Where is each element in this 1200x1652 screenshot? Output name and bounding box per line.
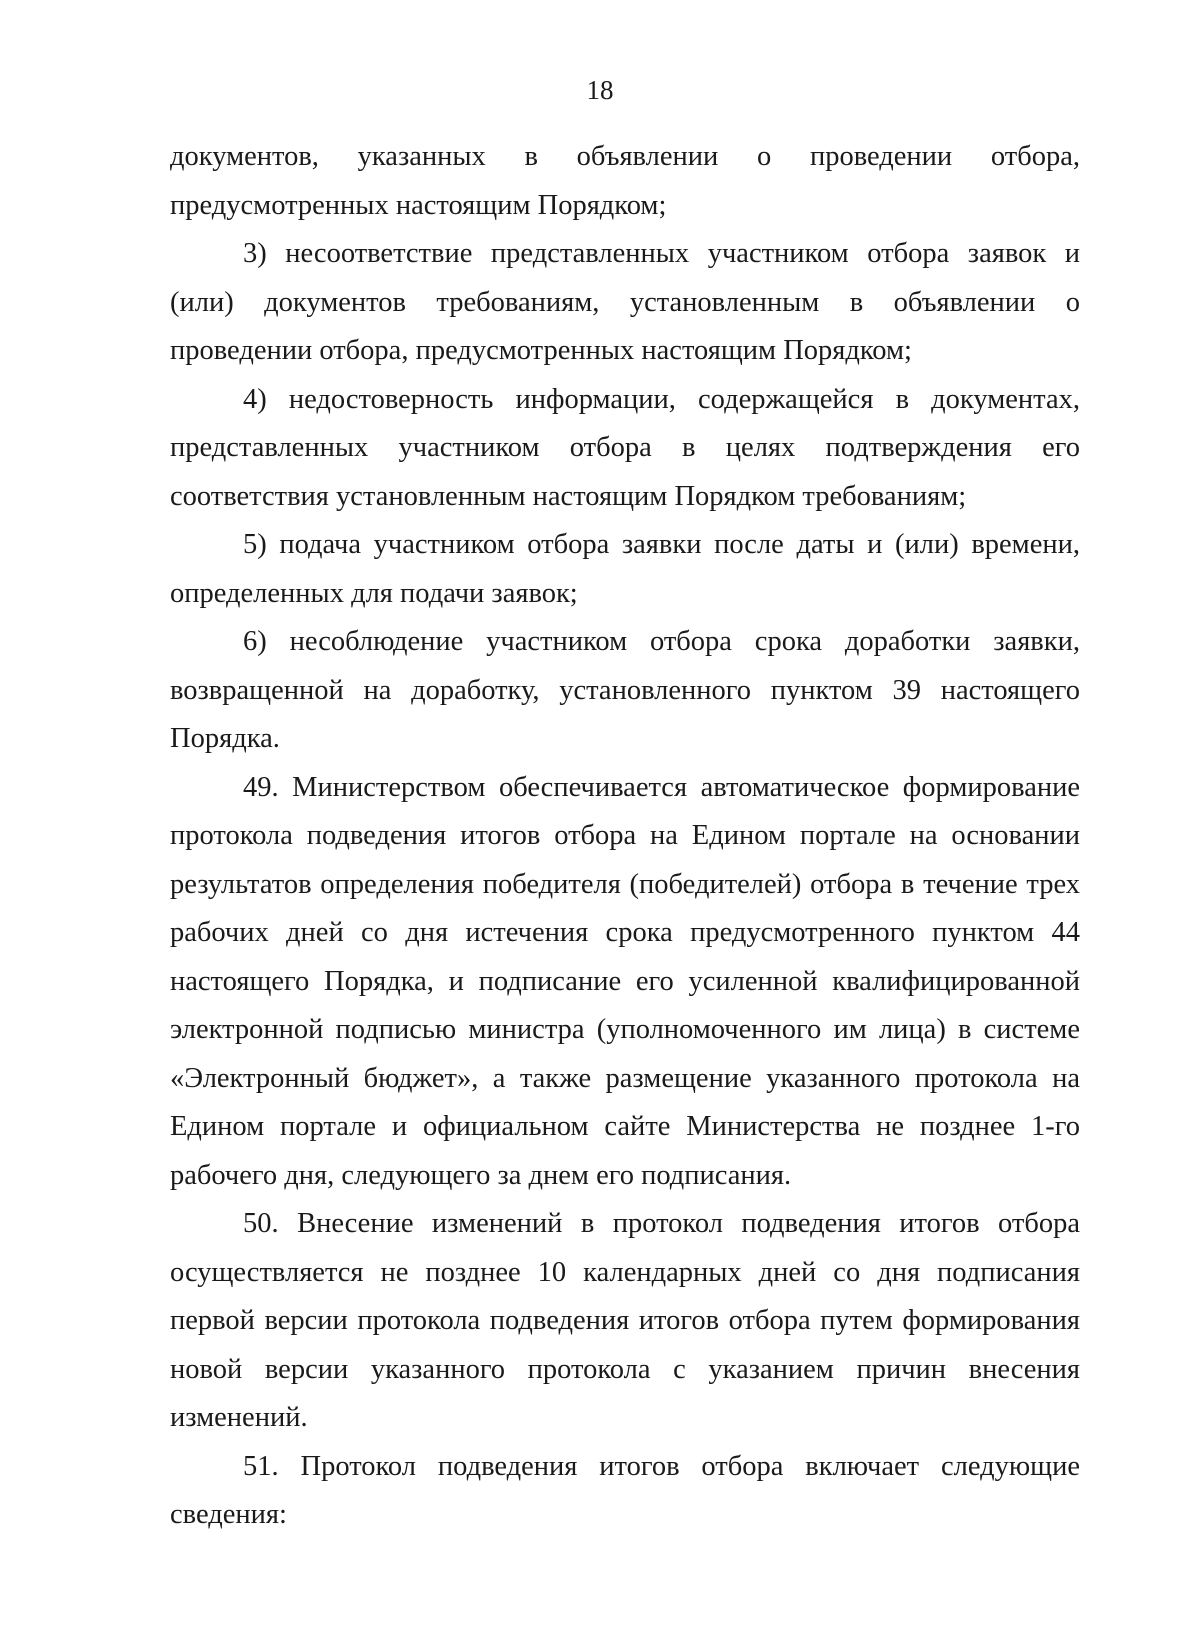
paragraph-item-6: 6) несоблюдение участником отбора срока доработки заявки, возвращенной на доработку, установленного пунктом 39 настоящего Порядка. <box>170 626 1080 754</box>
paragraph-continuation: документов, указанных в объявлении о проведении отбора, предусмотренных настоящим Порядком; <box>170 141 1080 221</box>
paragraph-item-4: 4) недостоверность информации, содержащейся в документах, представленных участником отбора в целях подтверждения его соответствия установленным настоящим Порядком требованиям; <box>170 383 1080 512</box>
paragraph-item-5: 5) подача участником отбора заявки после даты и (или) времени, определенных для подачи заявок; <box>170 529 1080 609</box>
paragraph-clause-49: 49. Министерством обеспечивается автоматическое формирование протокола подведения итогов отбора на Едином портале на основании результатов определения победителя (победителей) отбора в течение трех рабочих дней со дня истечения срока предусмотренного пунктом 44 настоящего Порядка, и подписание его усиленной квалифицированной электронной подписью министра (уполномоченного им лица) в системе «Электронный бюджет», а также размещение указанного протокола на Едином портале и официальном сайте Министерства не позднее 1-го рабочего дня, следующего за днем его подписания. <box>170 771 1080 1191</box>
paragraph-clause-51: 51. Протокол подведения итогов отбора включает следующие сведения: <box>170 1450 1080 1530</box>
page-number: 18 <box>586 75 614 105</box>
document-body <box>170 133 1080 1540</box>
paragraph-clause-50: 50. Внесение изменений в протокол подведения итогов отбора осуществляется не позднее 10 календарных дней со дня подписания первой версии протокола подведения итогов отбора путем формирования новой версии указанного протокола с указанием причин внесения изменений. <box>170 1208 1080 1433</box>
paragraph-item-3: 3) несоответствие представленных участником отбора заявок и (или) документов требованиям, установленным в объявлении о проведении отбора, предусмотренных настоящим Порядком; <box>170 238 1080 366</box>
